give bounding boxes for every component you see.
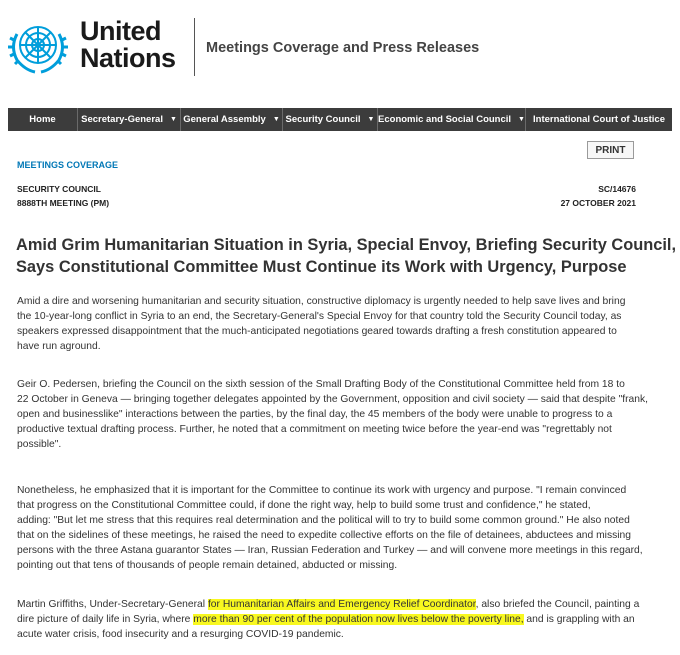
document-number: SC/14676 [598,184,636,194]
headline-line: Says Constitutional Committee Must Continue its Work with Urgency, Purpose [16,258,627,276]
nav-item-secretary-general[interactable] [78,108,181,131]
text-line [17,597,667,612]
text-segment: , also briefed the Council, painting a [475,599,640,610]
brand-line-2: Nations [80,43,176,73]
brand-wordmark[interactable] [80,18,176,72]
nav-item-home[interactable] [8,108,78,131]
nav-item-label: Economic and Social Council [378,114,512,125]
brand-line-1: United [80,16,161,46]
paragraph-3 [17,483,667,573]
meeting-body: SECURITY COUNCIL [17,184,101,194]
paragraph-4 [17,597,667,642]
paragraph-1 [17,294,667,354]
nav-item-general-assembly[interactable] [181,108,283,131]
nav-item-label: International Court of Justice [533,114,665,125]
text-line: Geir O. Pedersen, briefing the Council on the sixth session of the Small Drafting Body of the Constitutional Committee held from 18 to [17,379,625,390]
nav-item-label: Secretary-General [81,114,163,125]
text-segment: dire picture of daily life in Syria, where [17,614,194,625]
text-line: adding: "But let me stress that this requires real determination and the political will to try to build some common ground." He also noted [17,515,630,526]
text-line: productive textual drafting process. Further, he noted that a commitment on meeting twice before the year-end was "regrettably not [17,424,612,435]
caret-down-icon: ▼ [169,116,177,123]
article-headline [16,234,676,278]
text-line: 22 October in Geneva — bringing together delegates appointed by the Government, opposition and civil society — said that despite "frank, [17,394,648,405]
text-line: the 10-year-long conflict in Syria to an end, the Secretary-General's Special Envoy for that country told the Security Council today, as [17,311,622,322]
site-header [0,0,680,98]
text-line: Amid a dire and worsening humanitarian and security situation, constructive diplomacy is urgently needed to help save lives and bring [17,296,626,307]
main-nav [8,108,672,131]
header-divider [194,18,195,76]
nav-item-label: Home [29,114,56,125]
nav-item-security-council[interactable] [283,108,378,131]
caret-down-icon: ▼ [272,116,280,123]
text-line: pointing out that tens of thousands of people remain detained, abducted or missing. [17,560,398,571]
text-line: that progress on the Constitutional Committee could, if done the right way, help to build some trust and confidence," he stated, [17,500,591,511]
highlighted-text: more than 90 per cent of the population now lives below the poverty line, [193,614,524,625]
text-line: that on the sidelines of these meetings, he raised the need to expedite collective efforts on the file of detainees, abductees and missing [17,530,632,541]
paragraph-2 [17,377,667,452]
caret-down-icon: ▼ [367,116,375,123]
un-emblem-icon[interactable] [5,14,71,80]
text-line [17,612,667,627]
caret-down-icon: ▼ [518,116,525,123]
section-title[interactable]: Meetings Coverage and Press Releases [206,40,480,56]
meeting-number: 8888TH MEETING (PM) [17,198,110,208]
headline-line: Amid Grim Humanitarian Situation in Syria, Special Envoy, Briefing Security Council, [16,236,677,254]
text-segment: and is grappling with an [523,614,635,625]
nav-item-icj[interactable] [526,108,672,131]
print-button[interactable]: PRINT [587,141,634,159]
text-line: acute water crisis, food insecurity and a resurging COVID-19 pandemic. [17,629,344,640]
nav-item-label: General Assembly [183,114,266,125]
text-line: possible". [17,439,62,450]
category-link[interactable]: MEETINGS COVERAGE [17,160,119,170]
highlighted-text: for Humanitarian Affairs and Emergency Relief Coordinator [207,599,476,610]
text-line: open and businesslike" interactions between the parties, by the final day, the 45 members of the body were unable to progress to a [17,409,613,420]
text-line: persons with the three Astana guarantor States — Iran, Russian Federation and Turkey — and will convene more meetings in this regard, [17,545,643,556]
text-segment: Martin Griffiths, Under-Secretary-General [17,599,208,610]
text-line: have run aground. [17,341,101,352]
nav-item-label: Security Council [285,114,361,125]
text-line: speakers expressed disappointment that the much-anticipated negotiations geared towards drafting a fresh constitution appeared to [17,326,617,337]
nav-item-ecosoc[interactable] [378,108,526,131]
meeting-date: 27 OCTOBER 2021 [560,198,636,208]
text-line: Nonetheless, he emphasized that it is important for the Committee to continue its work with urgency and purpose. "I remain convinced [17,485,627,496]
